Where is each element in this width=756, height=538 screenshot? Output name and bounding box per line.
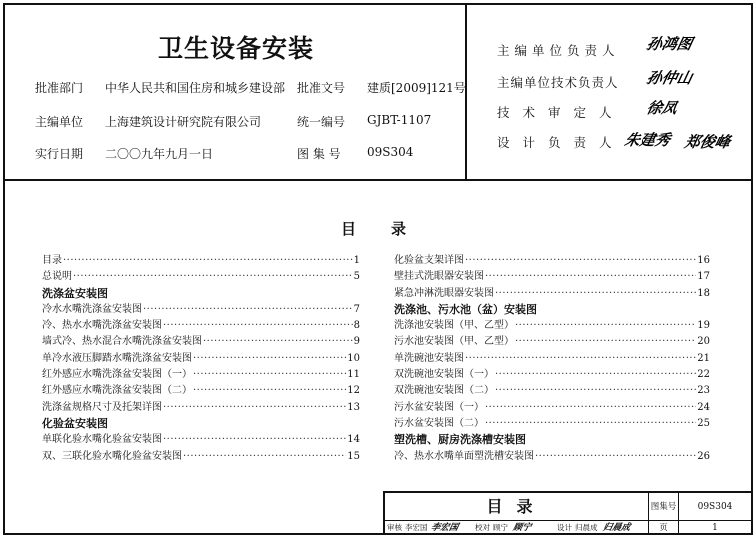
toc-entry-title: 双洗碗池安装图（二） <box>394 385 494 397</box>
editor-unit: 上海建筑设计研究院有限公司 <box>105 115 262 129</box>
toc-entry[interactable] <box>42 253 360 269</box>
checker-name: 顾宁 <box>493 523 508 532</box>
toc-entry[interactable] <box>394 269 710 285</box>
reviewer-name: 李宏国 <box>405 523 428 532</box>
page-label: 页 <box>649 521 679 535</box>
toc-entry[interactable] <box>42 432 360 448</box>
toc-entry-page: 21 <box>697 352 710 364</box>
toc-entry-page: 19 <box>697 320 710 332</box>
toc-entry-page: 12 <box>347 385 360 397</box>
toc-entry-page: 5 <box>353 271 360 283</box>
designer-signature: 归晨成 <box>601 523 632 533</box>
handwritten-signature: 徐凤 <box>644 99 679 117</box>
toc-dot-leader <box>163 318 353 334</box>
toc-entry-page: 17 <box>697 271 710 283</box>
toc-entry-title: 双洗碗池安装图（一） <box>394 369 494 381</box>
toc-dot-leader <box>485 269 696 285</box>
toc-entry-page: 16 <box>697 255 710 266</box>
toc-left-column <box>42 253 360 465</box>
reviewer-signature: 李宏国 <box>429 523 460 533</box>
toc-entry-title: 污水池安装图（甲、乙型） <box>394 336 514 348</box>
toc-entry[interactable] <box>394 286 710 302</box>
toc-entry[interactable] <box>394 253 710 269</box>
toc-dot-leader <box>465 351 696 367</box>
atlas-title: 卫生设备安装 <box>157 34 314 63</box>
approval-dept-label: 批准部门 <box>35 81 84 95</box>
designer-name: 归晨成 <box>575 523 598 532</box>
atlas-no: 09S304 <box>367 145 414 159</box>
toc-dot-leader <box>193 351 346 367</box>
toc-dot-leader <box>143 302 353 318</box>
atlas-no: 09S304 <box>679 493 751 521</box>
toc-dot-leader <box>203 334 353 350</box>
toc-entry-title: 总说明 <box>42 271 72 283</box>
toc-entry[interactable] <box>42 449 360 465</box>
toc-entry[interactable] <box>42 383 360 399</box>
handwritten-signature: 孙鸿图 <box>644 35 694 53</box>
toc-dot-leader <box>485 416 696 432</box>
toc-entry-title: 洗涤池安装图（甲、乙型） <box>394 320 514 332</box>
toc-dot-leader <box>73 269 353 285</box>
toc-entry-page: 23 <box>697 385 710 397</box>
toc-section-heading: 塑洗槽、厨房洗涤槽安装图 <box>394 433 526 447</box>
effective-date-label: 实行日期 <box>35 147 84 161</box>
toc-entry-title: 污水盆安装图（二） <box>394 417 484 429</box>
approval-doc: 建质[2009]121号 <box>367 81 466 95</box>
toc-entry-title: 冷、热水水嘴洗涤盆安装图 <box>42 320 162 332</box>
toc-entry-title: 污水盆安装图（一） <box>394 401 484 413</box>
toc-entry-page: 7 <box>353 303 360 315</box>
atlas-no-label: 图集号 <box>649 493 679 521</box>
toc-entry[interactable] <box>394 400 710 416</box>
checker-signature: 顾宁 <box>511 523 533 533</box>
toc-entry-title: 冷、热水水嘴单面塑洗槽安装图 <box>394 450 534 462</box>
header-block <box>5 5 751 181</box>
toc-entry[interactable] <box>394 383 710 399</box>
toc-entry-title: 冷水水嘴洗涤盆安装图 <box>42 303 142 315</box>
toc-dot-leader <box>535 449 696 465</box>
toc-entry[interactable] <box>394 334 710 350</box>
toc-dot-leader <box>183 449 346 465</box>
signature-role: 主编单位负责人 <box>497 43 620 58</box>
toc-right-column <box>394 253 710 465</box>
toc-entry-page: 15 <box>347 450 360 462</box>
toc-entry-title: 壁挂式洗眼器安装图 <box>394 271 484 283</box>
toc-section-heading: 洗涤池、污水池（盆）安装图 <box>394 302 537 316</box>
signature-role: 技术审定人 <box>497 105 625 120</box>
signature-role: 设计负责人 <box>497 135 625 150</box>
toc-entry[interactable] <box>394 367 710 383</box>
toc-entry[interactable] <box>394 449 710 465</box>
toc-entry[interactable] <box>42 400 360 416</box>
title-block <box>383 491 751 535</box>
toc-dot-leader <box>495 286 696 302</box>
toc-title-first: 目 <box>341 220 357 238</box>
toc-entry-title: 化验盆支架详图 <box>394 255 464 266</box>
toc-entry-page: 1 <box>353 255 360 266</box>
toc-entry-title: 目录 <box>42 255 62 266</box>
toc-dot-leader <box>465 253 696 269</box>
toc-entry-page: 11 <box>347 369 360 381</box>
page-number: 1 <box>712 523 718 533</box>
toc-entry[interactable] <box>394 351 710 367</box>
toc-dot-leader <box>495 367 696 383</box>
toc-dot-leader <box>515 318 696 334</box>
signature-row <box>497 99 679 121</box>
toc-entry[interactable] <box>42 269 360 285</box>
toc-entry-title: 双、三联化验水嘴化验盆安装图 <box>42 450 182 462</box>
toc-entry-title: 红外感应水嘴洗涤盆安装图（一） <box>42 369 192 381</box>
toc-entry-page: 9 <box>353 336 360 348</box>
atlas-no-label: 图 集 号 <box>297 147 341 161</box>
toc-entry[interactable] <box>394 318 710 334</box>
toc-entry-title: 单冷水液压脚踏水嘴洗涤盆安装图 <box>42 352 192 364</box>
toc-entry-title: 紧急冲淋洗眼器安装图 <box>394 287 494 299</box>
signature-row <box>497 131 732 151</box>
review-label: 审核 <box>387 523 402 532</box>
handwritten-signature: 郑俊峰 <box>682 133 732 151</box>
toc-entry-page: 13 <box>347 401 360 413</box>
toc-dot-leader <box>515 334 696 350</box>
toc-dot-leader <box>495 383 696 399</box>
effective-date: 二〇〇九年九月一日 <box>105 147 214 161</box>
toc-entry[interactable] <box>42 334 360 350</box>
title-block-name: 目录 <box>385 493 649 521</box>
toc-title-second: 录 <box>391 220 407 238</box>
toc-entry[interactable] <box>42 302 360 318</box>
toc-section-heading: 化验盆安装图 <box>42 416 108 430</box>
editor-unit-label: 主编单位 <box>35 115 84 129</box>
unified-no-label: 统一编号 <box>297 115 346 129</box>
toc-dot-leader <box>163 400 346 416</box>
toc-entry[interactable] <box>42 367 360 383</box>
toc-entry[interactable] <box>394 416 710 432</box>
toc-dot-leader <box>485 400 696 416</box>
toc-entry-page: 18 <box>697 287 710 299</box>
toc-entry-page: 8 <box>353 320 360 332</box>
toc-entry-title: 单洗碗池安装图 <box>394 352 464 364</box>
toc-dot-leader <box>63 253 353 269</box>
toc-entry-page: 24 <box>697 401 710 413</box>
header-info <box>5 5 467 179</box>
toc-entry[interactable] <box>42 318 360 334</box>
check-label: 校对 <box>475 523 490 532</box>
toc-entry-page: 14 <box>347 434 360 446</box>
toc-dot-leader <box>193 383 346 399</box>
toc-entry-title: 墙式冷、热水混合水嘴洗涤盆安装图 <box>42 336 202 348</box>
signature-row <box>497 69 694 91</box>
signature-role: 主编单位技术负责人 <box>497 75 619 90</box>
toc-entry-page: 22 <box>697 369 710 381</box>
toc-dot-leader <box>193 367 346 383</box>
approval-dept: 中华人民共和国住房和城乡建设部 <box>105 81 286 95</box>
design-label: 设计 <box>557 523 572 532</box>
toc-section-heading: 洗涤盆安装图 <box>42 286 108 300</box>
toc-entry-page: 20 <box>697 336 710 348</box>
toc-entry-page: 25 <box>697 417 710 429</box>
approval-strip <box>385 521 649 535</box>
drawing-frame <box>3 3 753 535</box>
signature-row <box>497 35 694 59</box>
unified-no: GJBT-1107 <box>367 113 432 127</box>
toc-entry-page: 10 <box>347 352 360 364</box>
toc-entry-title: 单联化验水嘴化验盆安装图 <box>42 434 162 446</box>
toc-entry[interactable] <box>42 351 360 367</box>
toc-entry-page: 26 <box>697 450 710 462</box>
toc-entry-title: 红外感应水嘴洗涤盆安装图（二） <box>42 385 192 397</box>
handwritten-signature: 孙仲山 <box>644 69 694 87</box>
approval-doc-label: 批准文号 <box>297 81 346 95</box>
handwritten-signature: 朱建秀 <box>622 131 672 149</box>
toc-entry-title: 洗涤盆规格尺寸及托架详图 <box>42 401 162 413</box>
toc-dot-leader <box>163 432 346 448</box>
